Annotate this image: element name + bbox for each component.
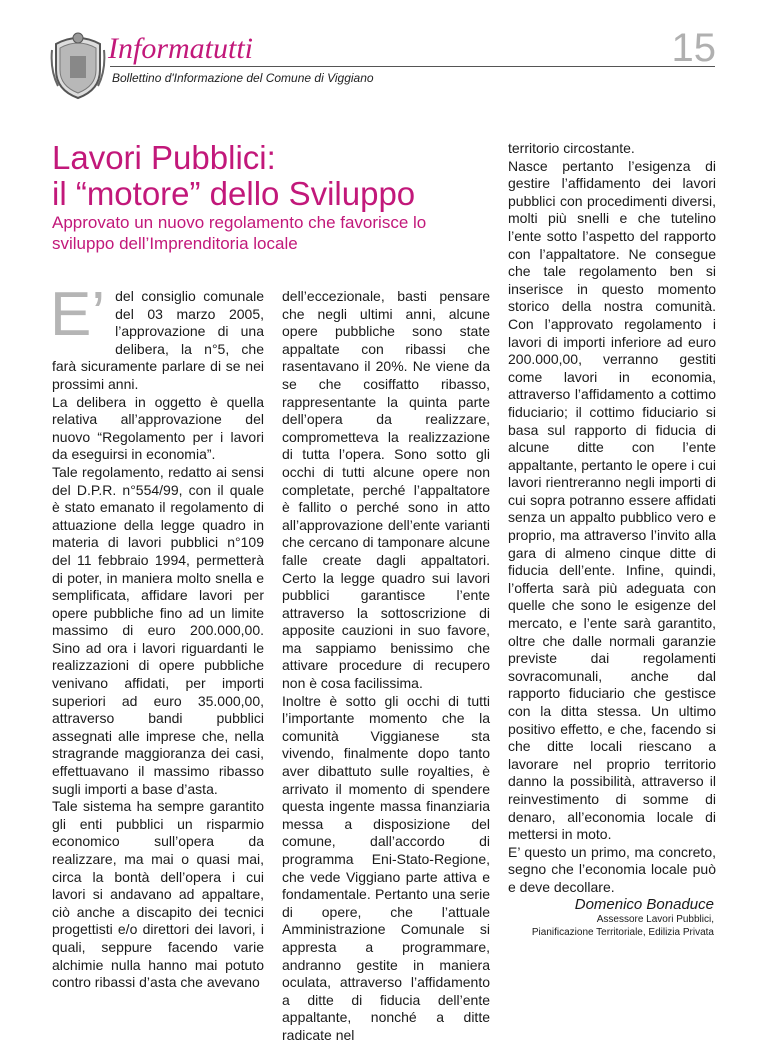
masthead-title [108, 34, 253, 64]
publication-title: Informatutti [108, 32, 254, 65]
author-name: Domenico Bonaduce [574, 896, 714, 913]
paragraph: Tale sistema ha sempre garantito gli enti pubblici un risparmio economico sull’opera da realizzare, ma mai o quasi mai, circa la bontà dell’opera i cui lavori si andavano ad appaltare, ciò anche a discapito dei tecnici progettisti e/o direttori dei lavori, i quali, seppure facendo varie alchimie nulla hanno mai potuto contro ribassi d’asta che avevano [52, 798, 264, 991]
paragraph: Inoltre è sotto gli occhi di tutti l’importante momento che la comunità Viggianese sta vivendo, finalmente dopo tanto aver dibattuto sulle royalties, è arrivato il momento di spendere questa ingente massa finanziaria messa a disposizione del comune, dall’accordo di programma Eni-Stato-Regione, che vede Viggiano parte attiva e fondamentale. Pertanto una serie di opere, che l’attuale Amministrazione Comunale si appresta a programmare, andranno gestite in maniera oculata, attraverso l’affidamento a ditte di fiducia dell’ente appaltante, nonché a ditte radicate nel [282, 692, 490, 1043]
author-role-2: Pianificazione Territoriale, Edilizia Privata [531, 927, 714, 938]
article-column-1 [50, 280, 264, 992]
article-column-2 [282, 288, 490, 1045]
page-number: 15 [671, 26, 716, 70]
municipal-crest-logo [50, 30, 106, 100]
publication-subtitle: Bollettino d'Informazione del Comune di Viggiano [112, 71, 374, 85]
drop-cap: E’ [50, 280, 106, 349]
paragraph: La delibera in oggetto è quella relativa all’approvazione del nuovo “Regolamento per i lavori da eseguirsi in economia”. [52, 393, 264, 463]
article-column-3 [508, 140, 716, 897]
article-headline [52, 140, 472, 212]
article-subheadline: Approvato un nuovo regolamento che favorisce lo sviluppo dell’Imprenditoria locale [52, 213, 427, 253]
headline-line-2: il “motore” dello Sviluppo [52, 175, 416, 212]
author-role-1: Assessore Lavori Pubblici, [596, 914, 714, 925]
paragraph: territorio circostante. [508, 140, 635, 156]
headline-line-1: Lavori Pubblici: [52, 139, 276, 176]
paragraph: del consiglio comunale del 03 marzo 2005, l’approvazione di una delibera, la n°5, che farà sicuramente parlare di se nei prossimi anni. [52, 288, 264, 392]
author-signature [532, 896, 714, 939]
paragraph: Tale regolamento, redatto ai sensi del D.P.R. n°554/99, con il quale è stato emanato il regolamento di attuazione della legge quadro in materia di lavori pubblici n°109 del 11 febbraio 1994, permetterà di poter, in maniera molto snella e semplificata, affidare lavori per opere pubbliche fino ad un limite massimo di euro 200.000,00. Sino ad ora i lavori riguardanti le realizzazioni di opere pubbliche venivano affidati, per importi superiori ad euro 35.000,00, attraverso bandi pubblici assegnati alle imprese che, nella stragrande maggioranza dei casi, effettuavano il massimo ribasso sugli importi a base d’asta. [52, 463, 264, 797]
paragraph: E’ questo un primo, ma concreto, segno che l’economia locale può e deve decollare. [508, 843, 716, 895]
paragraph: dell’eccezionale, basti pensare che negli ultimi anni, alcune opere pubbliche sono state appaltate con ribassi che rasentavano il 20%. Ne viene da se che cosiffatto ribasso, rappresentante la quinta parte dell’opera da realizzare, comprometteva la realizzazione di tutta l’opera. Sono sotto gli occhi di tutti alcune opere non completate, perché l’appaltatore è fallito o perché sono in atto all’approvazione dell’ente varianti che cercano di tamponare alcune falle create dagli appaltatori. Certo la legge quadro sui lavori pubblici garantisce l’ente attraverso la sottoscrizione di apposite cauzioni in suo favore, ma sappiamo benissimo che attivare procedure di recupero non è cosa facilissima. [282, 288, 490, 692]
paragraph: Nasce pertanto l’esigenza di gestire l’affidamento dei lavori pubblici con procedimenti diversi, molti più snelli e che tutelino l’ente sotto l’aspetto del rapporto con l’appaltatore. Ne consegue che tale regolamento ben si inserisce in questo momento storico della nostra comunità. Con l’approvato regolamento i lavori di importi inferiore ad euro 200.000,00, verranno gestiti come lavori in economia, attraverso l’affidamento a cottimo fiduciario; il cottimo fiduciario si basa sul rapporto di fiducia di alcune ditte con l’ente appaltante, pertanto le opere i cui lavori rientreranno negli importi di cui sopra potranno essere affidati senza un appalto pubblico vero e proprio, ma attraverso l’invito alla gara di almeno cinque ditte di fiducia dell’ente. Infine, quindi, l’offerta sarà più adeguata con quelle che sono le esigenze del mercato, e l’ente sarà garantito, oltre che dalle normali garanzie previste dai regolamenti sovracomunali, anche dal rapporto fiduciario che gestisce con la ditta stessa. Un ultimo positivo effetto, e che, facendo si che ditte locali riescano a lavorare nel proprio territorio danno la possibilità, attraverso il reinvestimento di somme di denaro, all’economia locale di mettersi in moto. [508, 157, 716, 843]
masthead-rule [110, 66, 715, 67]
